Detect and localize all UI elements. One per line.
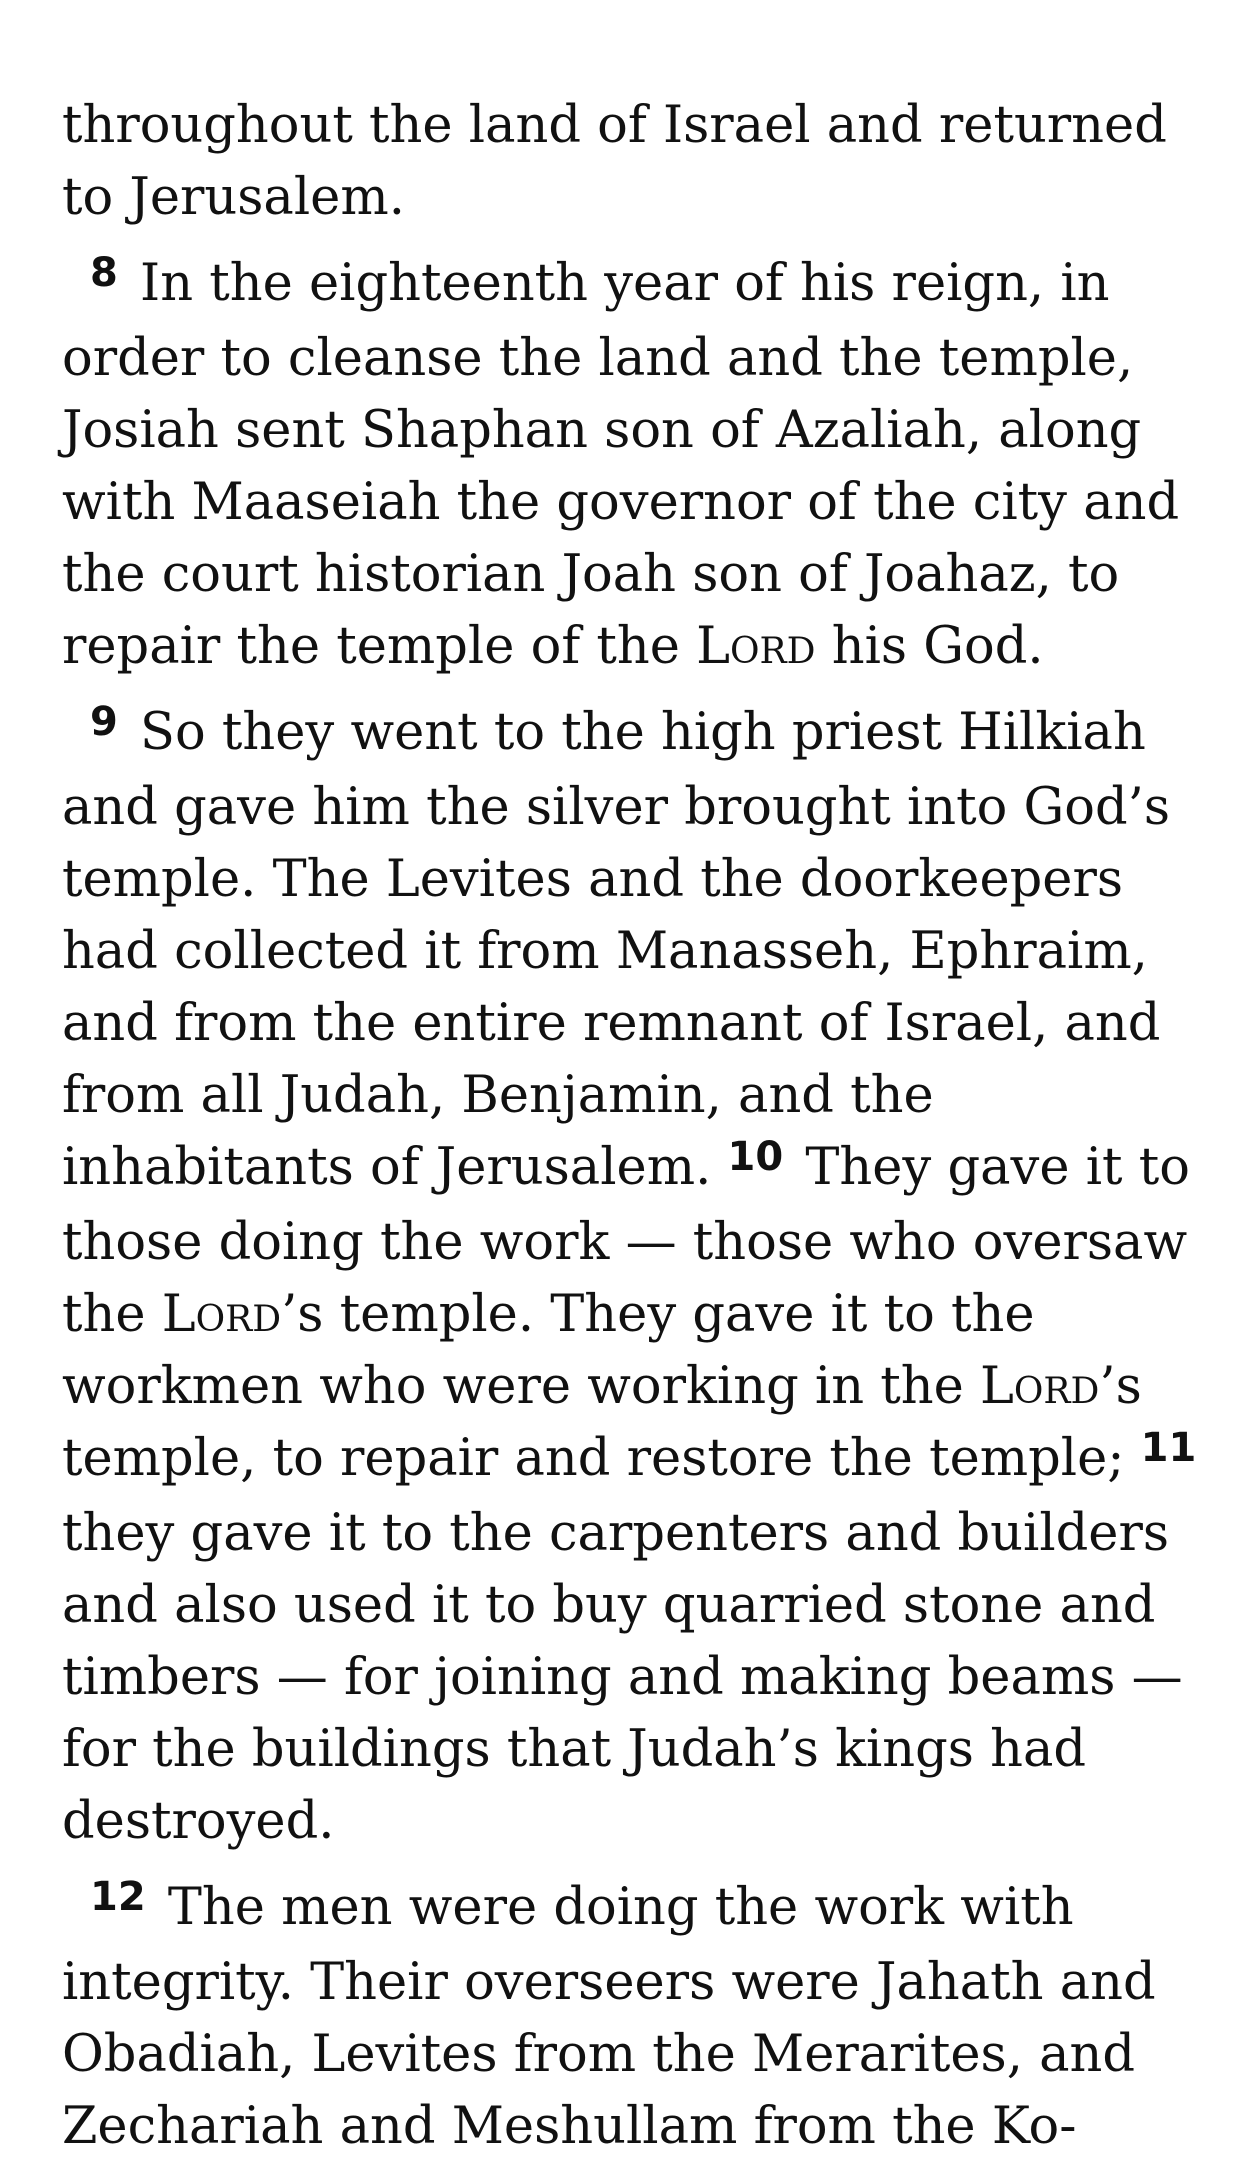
verse-text: throughout the land of Israel and returned to Jerusalem.: [62, 96, 1167, 227]
verse-text: ’s temple. They gave it to the workmen who were working in the: [62, 1285, 1035, 1416]
verse-text: In the eighteenth year of his reign, in order to cleanse the land and the temple, Josiah sent Shaphan son of Azaliah, along with Maaseiah the governor of the city and the court historian Joah son of Joahaz, to repair the temple of the: [62, 254, 1180, 676]
paragraph: [62, 90, 1212, 234]
verse-number: 8: [90, 250, 118, 296]
verse-number: 11: [1140, 1425, 1197, 1471]
verse-text: his God.: [815, 617, 1044, 676]
verse-text: ’s temple, to repair and restore the temple;: [62, 1357, 1142, 1488]
divine-name: Lord: [696, 617, 816, 676]
verse-text: The men were doing the work with integrity. Their overseers were Jahath and Obadiah, Levites from the Merarites, and Zechariah and Meshullam from the Ko-: [62, 1878, 1156, 2156]
paragraph: [62, 248, 1212, 683]
verse-number: 10: [727, 1134, 784, 1180]
divine-name: Lord: [161, 1285, 282, 1344]
paragraph: [62, 1872, 1212, 2163]
verse-text: They gave it to those doing the work — those who oversaw the: [62, 1138, 1190, 1344]
verse-number: 12: [90, 1874, 146, 1920]
verse-text: So they went to the high priest Hilkiah and gave him the silver brought into God’s temple. The Levites and the doorkeepers had collected it from Manasseh, Ephraim, and from the entire remnant of Israel, and from all Judah, Benjamin, and the inhabitants of Jerusalem.: [62, 703, 1171, 1197]
divine-name: Lord: [980, 1357, 1100, 1416]
paragraph: [62, 697, 1212, 1858]
verse-number: 9: [90, 699, 118, 745]
verse-text: they gave it to the carpenters and builders and also used it to buy quarried stone and timbers — for joining and making beams — for the buildings that Judah’s kings had destroyed.: [62, 1504, 1183, 1851]
chapter-text: [62, 90, 1212, 2163]
